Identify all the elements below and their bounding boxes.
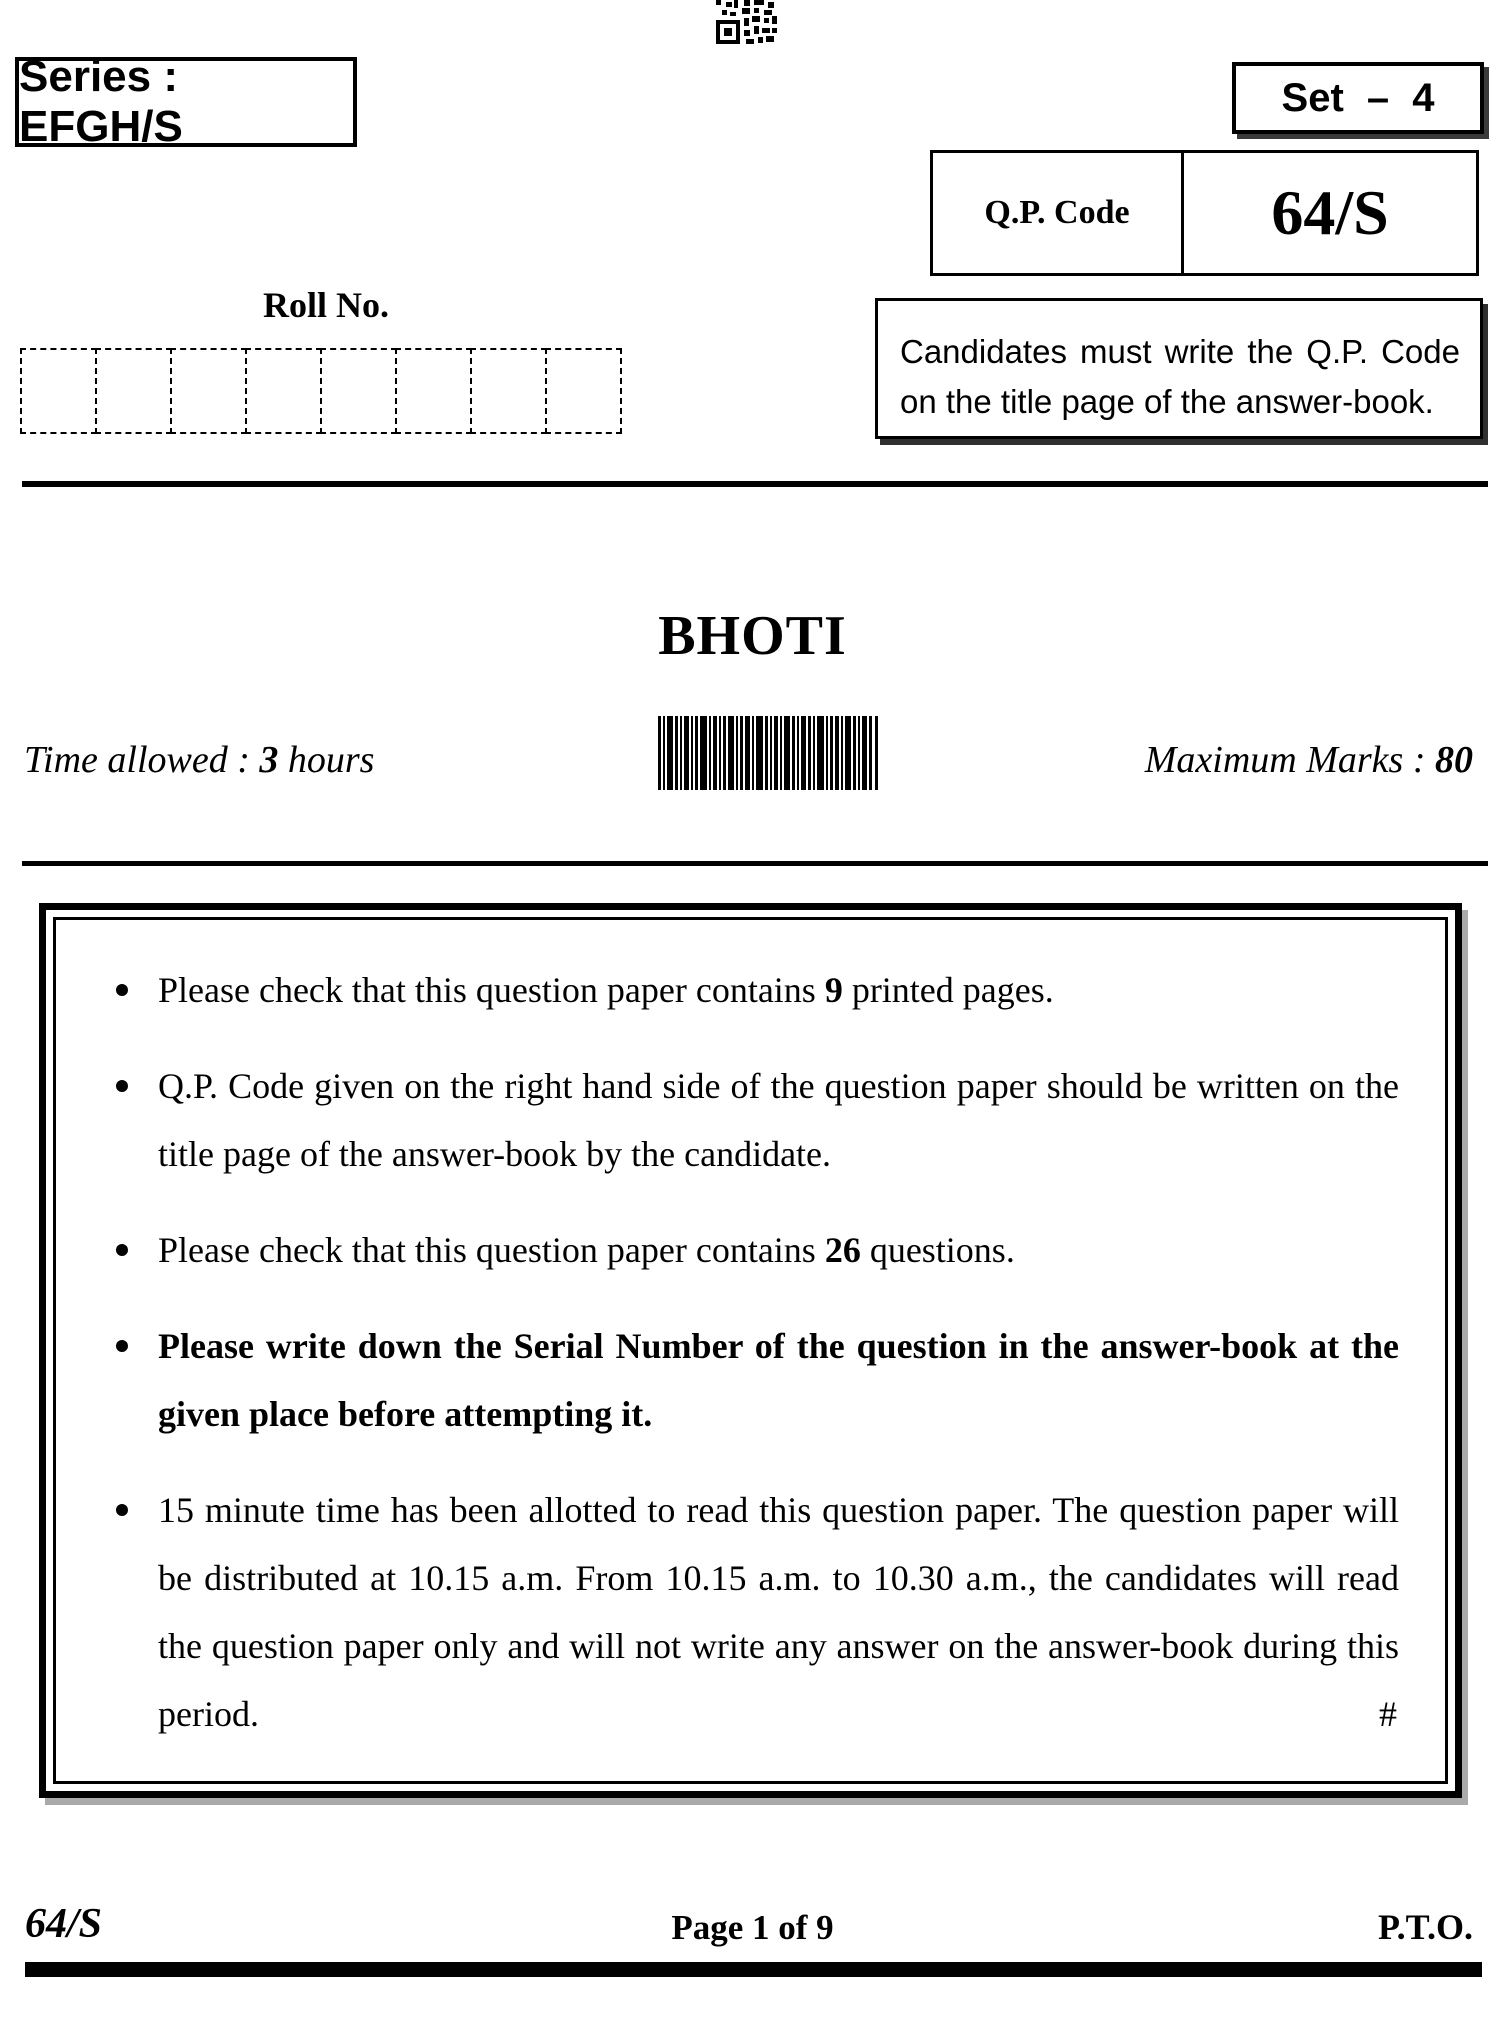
barcode	[658, 716, 878, 790]
instruction-text: Please check that this question paper contains	[158, 970, 825, 1010]
footer-pto: P.T.O.	[1377, 1907, 1473, 1947]
roll-digit-cell	[245, 348, 322, 434]
roll-digit-cell	[545, 348, 622, 434]
instruction-item-questions	[106, 1216, 1399, 1284]
time-allowed-suffix: hours	[278, 739, 375, 781]
roll-number-grid	[20, 348, 622, 434]
roll-digit-cell	[320, 348, 397, 434]
time-allowed-value: 3	[259, 739, 279, 781]
qp-code-label: Q.P. Code	[933, 153, 1184, 273]
series-box	[15, 52, 357, 151]
time-allowed-prefix: Time allowed :	[24, 739, 260, 781]
instruction-text: printed pages.	[842, 970, 1054, 1010]
qp-code-value: 64/S	[1271, 177, 1389, 248]
series-label: Series : EFGH/S	[19, 52, 183, 151]
candidates-note-box	[875, 298, 1483, 439]
instruction-strong: 26	[824, 1230, 861, 1270]
roll-digit-cell	[395, 348, 472, 434]
horizontal-rule-top	[22, 481, 1488, 487]
time-allowed-text	[24, 738, 374, 782]
hash-mark: #	[1379, 1694, 1397, 1734]
qr-code-icon	[714, 0, 778, 44]
roll-digit-cell	[170, 348, 247, 434]
roll-digit-cell	[470, 348, 547, 434]
instruction-text: 15 minute time has been allotted to read this question paper. The question paper will be distributed at 10.15 a.m. From 10.15 a.m. to 10.30 a.m., the candidates will read the question paper only and will not write any answer on the answer-book during this period.	[158, 1490, 1399, 1734]
roll-no-label: Roll No.	[263, 285, 389, 325]
instruction-text: Please check that this question paper contains	[158, 1230, 825, 1270]
instruction-text: Please write down the Serial Number of the question in the answer-book at the given place before attempting it.	[158, 1326, 1399, 1434]
footer-rule	[25, 1962, 1482, 1977]
instruction-text: questions.	[860, 1230, 1015, 1270]
set-label: Set – 4	[1281, 75, 1435, 120]
instruction-item-qp-code	[106, 1052, 1399, 1188]
subject-title: BHOTI	[658, 605, 847, 667]
instructions-box-inner	[53, 917, 1448, 1784]
instruction-item-reading-time	[106, 1476, 1399, 1748]
set-box	[1232, 62, 1484, 134]
instruction-text: Q.P. Code given on the right hand side of the question paper should be written on the title page of the answer-book by the candidate.	[158, 1066, 1399, 1174]
max-marks-prefix: Maximum Marks :	[1144, 739, 1435, 781]
roll-digit-cell	[95, 348, 172, 434]
qp-code-table	[930, 150, 1479, 276]
candidates-note-text: Candidates must write the Q.P. Code on the title page of the answer-book.	[900, 333, 1460, 420]
instructions-list	[106, 956, 1399, 1748]
instruction-item-serial-number	[106, 1312, 1399, 1448]
instructions-box-outer	[39, 903, 1462, 1798]
instruction-item-pages	[106, 956, 1399, 1024]
instruction-strong: 9	[824, 970, 843, 1010]
maximum-marks-text	[1145, 738, 1473, 782]
horizontal-rule-middle	[22, 861, 1488, 866]
roll-digit-cell	[20, 348, 97, 434]
footer-paper-code: 64/S	[25, 1901, 103, 1947]
max-marks-value: 80	[1435, 739, 1473, 781]
footer-page-number: Page 1 of 9	[671, 1908, 834, 1947]
